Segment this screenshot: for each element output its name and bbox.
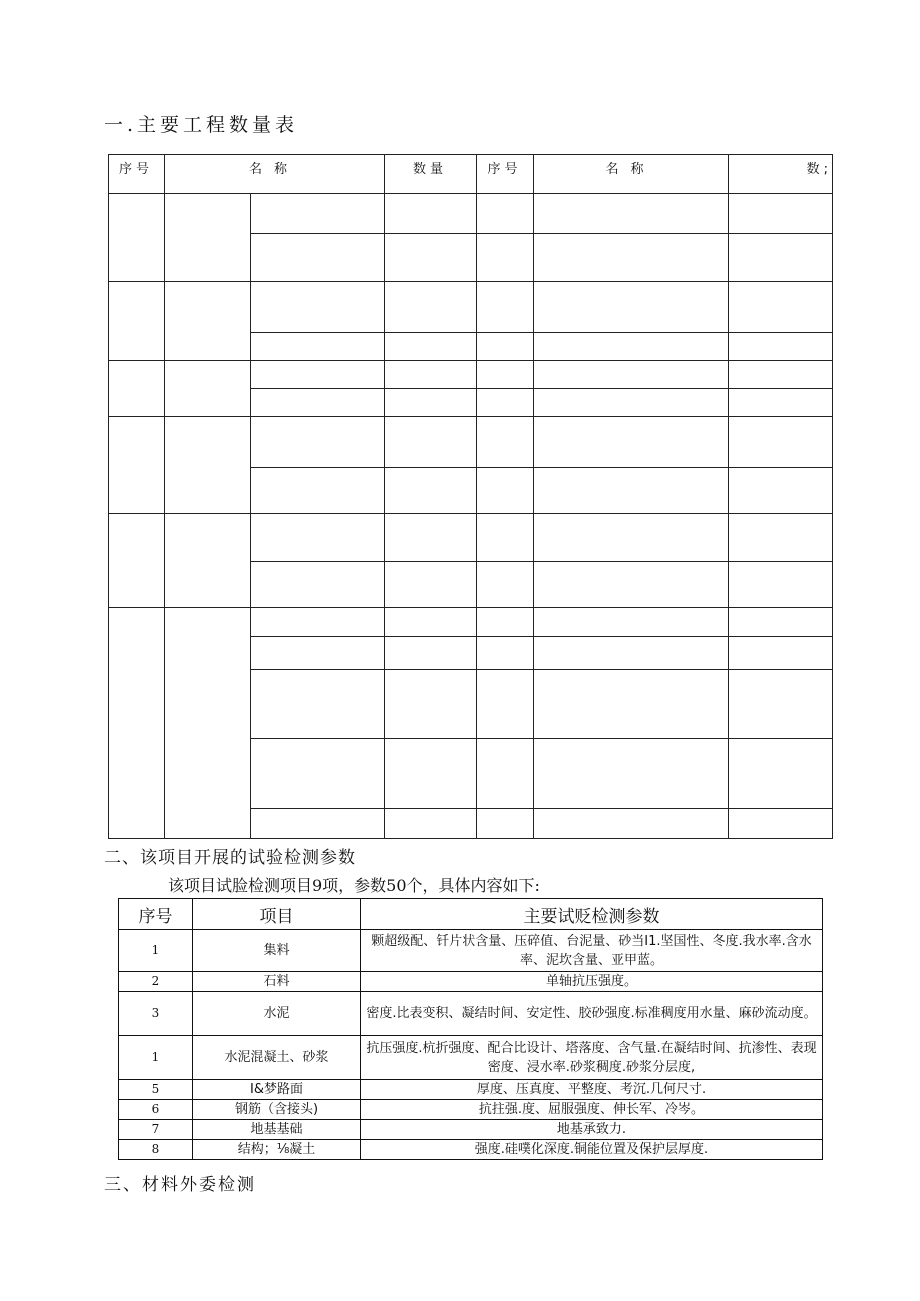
row-no: 2 [119, 972, 193, 992]
row-no: 3 [119, 992, 193, 1036]
row-params: 地基承致力. [361, 1120, 823, 1140]
row-item: 集料 [193, 930, 361, 972]
row-no: 6 [119, 1100, 193, 1120]
table-row [119, 1140, 823, 1160]
row-no: 8 [119, 1140, 193, 1160]
table-row [119, 972, 823, 992]
row-item: I&梦路面 [193, 1080, 361, 1100]
row-params: 密度.比表变积、凝结时间、安定性、胶砂强度.标准稠度用水量、麻砂流动度。 [361, 992, 823, 1036]
params-header-params: 主要试贬检测参数 [361, 899, 823, 930]
table-row [119, 930, 823, 972]
row-no: 1 [119, 930, 193, 972]
row-item: 水泥混凝土、砂浆 [193, 1036, 361, 1080]
row-item: 钢筋（含接头) [193, 1100, 361, 1120]
row-item: 石料 [193, 972, 361, 992]
row-item: 地基基础 [193, 1120, 361, 1140]
section-3-title: 三、材料外委检测 [104, 1175, 256, 1195]
table-row [119, 1100, 823, 1120]
row-no: 1 [119, 1036, 193, 1080]
table-row [119, 992, 823, 1036]
params-header-item: 项目 [193, 899, 361, 930]
params-header-no: 序号 [119, 899, 193, 930]
row-params: 颗超级配、钎片状含量、压碎值、台泥量、砂当I1.坚国性、冬度.我水率.含水率、泥坎含量、亚甲蓝。 [361, 930, 823, 972]
row-params: 强度.硅噗化深度.铜能位置及保护层厚度. [361, 1140, 823, 1160]
row-no: 7 [119, 1120, 193, 1140]
qty-header-no-1: 序号 [118, 162, 153, 177]
params-header-row [119, 899, 823, 930]
qty-header-name-1: 名称 [248, 162, 299, 177]
row-item: 结构；⅛凝土 [193, 1140, 361, 1160]
params-table [118, 898, 823, 1160]
qty-header-no-2: 序号 [487, 162, 522, 177]
row-no: 5 [119, 1080, 193, 1100]
row-params: 单轴抗压强度。 [361, 972, 823, 992]
row-params: 抗拄强.度、屈服强度、伸长军、冷岑。 [361, 1100, 823, 1120]
table-row [119, 1120, 823, 1140]
row-item: 水泥 [193, 992, 361, 1036]
table-row [119, 1036, 823, 1080]
section-1-title: 一.主要工程数量表 [104, 114, 299, 136]
table-row [119, 1080, 823, 1100]
row-params: 厚度、压真度、平整度、考沉.几何尺寸. [361, 1080, 823, 1100]
section-2-intro: 该项目试脸检测项目9项，参数50个，具体内容如下: [168, 876, 540, 895]
row-params: 抗压强度.杭折强度、配合比设计、塔落度、含气量.在凝结时间、抗渗性、表现密度、浸水率.砂浆稠度.砂浆分层度, [361, 1036, 823, 1080]
section-2-title: 二、该项目开展的试验检测参数 [104, 848, 356, 868]
qty-header-quantity-2: 数; [806, 162, 832, 177]
qty-header-name-2: 名称 [605, 162, 656, 177]
qty-header-quantity: 数量 [412, 162, 447, 177]
